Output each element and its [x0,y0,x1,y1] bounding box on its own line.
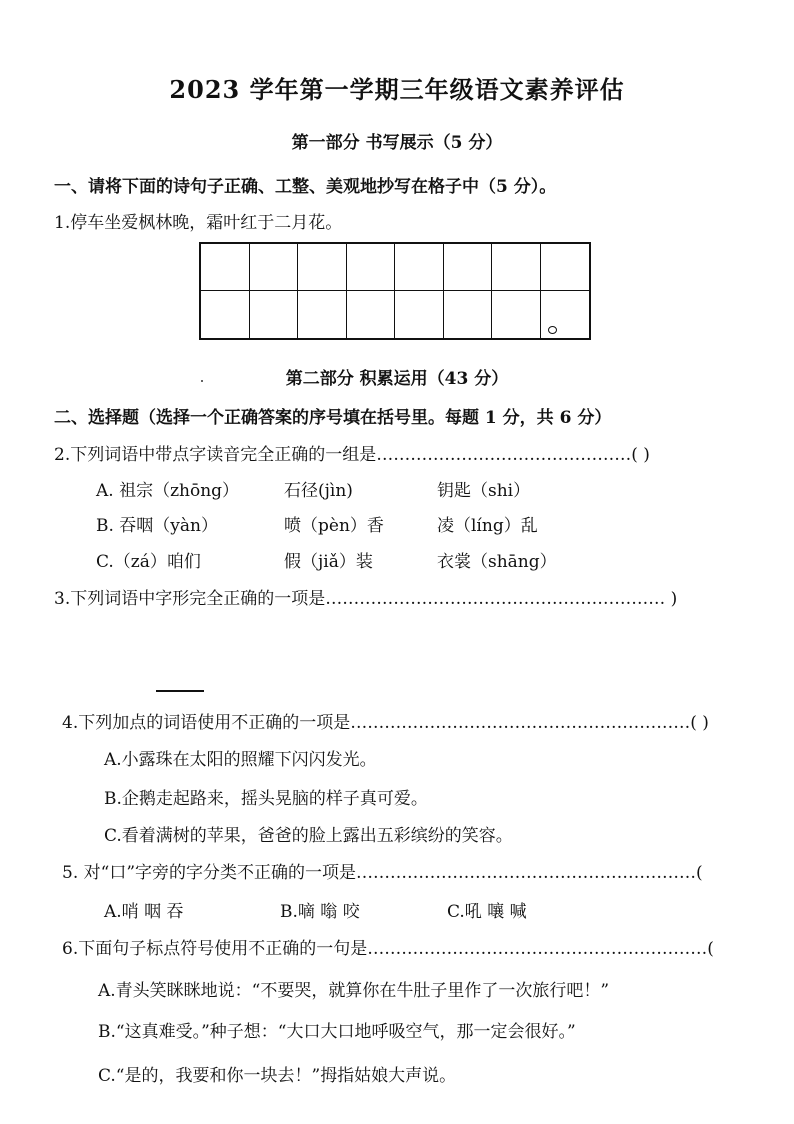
q2-option-c-1: C.（zá）咱们 [96,552,201,572]
section-two-heading: 二、选择题（选择一个正确答案的序号填在括号里。每题 1 分，共 6 分） [54,408,612,428]
q2-option-a-2: 石径(jìn) [284,481,353,501]
grid-cell[interactable] [444,291,493,338]
grid-cell[interactable] [298,244,347,291]
q6-option-c: C.“是的，我要和你一块去！”拇指姑娘大声说。 [98,1066,457,1086]
question-2-stem: 2.下列词语中带点字读音完全正确的一组是………………………………………( ) [54,445,650,465]
q2-option-a-3: 钥匙（shi） [437,481,531,501]
grid-cell[interactable] [250,291,299,338]
q2-option-c-2: 假（jiǎ）装 [284,552,373,572]
grid-cell[interactable] [250,244,299,291]
q2-option-b-3: 凌（líng）乱 [437,516,538,536]
question-6-stem: 6.下面句子标点符号使用不正确的一句是……………………………………………………( [62,939,714,959]
q2-option-c-3: 衣裳（shāng） [437,552,557,572]
q2-option-b-2: 喷（pèn）香 [284,516,384,536]
question-4-stem: 4.下列加点的词语使用不正确的一项是……………………………………………………( ) [62,713,709,733]
q5-option-c: C.吼 嚷 喊 [447,902,527,922]
grid-cell[interactable] [492,244,541,291]
question-5-stem: 5. 对“口”字旁的字分类不正确的一项是……………………………………………………( [62,863,703,883]
ink-mark [548,326,557,334]
q4-option-a: A.小露珠在太阳的照耀下闪闪发光。 [104,750,377,770]
q5-option-a: A.哨 咽 吞 [104,902,184,922]
grid-cell[interactable] [347,291,396,338]
grid-cell[interactable] [395,244,444,291]
q2-option-b-1: B. 吞咽（yàn） [96,516,218,536]
grid-cell[interactable] [395,291,444,338]
grid-cell[interactable] [347,244,396,291]
grid-cell[interactable] [444,244,493,291]
scan-speck [201,380,203,382]
q2-option-a-1: A. 祖宗（zhōng） [96,481,240,501]
q6-option-b: B.“这真难受。”种子想：“大口大口地呼吸空气，那一定会很好。” [98,1022,576,1042]
q6-option-a: A.青头笑眯眯地说：“不要哭，就算你在牛肚子里作了一次旅行吧！” [98,981,610,1001]
part-one-heading: 第一部分 书写展示（5 分） [291,133,503,153]
grid-cell[interactable] [298,291,347,338]
writing-grid[interactable] [199,242,591,340]
q5-option-b: B.嘀 嗡 咬 [280,902,360,922]
part-two-heading: 第二部分 积累运用（43 分） [285,369,509,389]
grid-cell[interactable] [541,244,590,291]
grid-cell[interactable] [201,291,250,338]
question-1: 1.停车坐爱枫林晚，霜叶红于二月花。 [54,213,343,233]
q4-option-c: C.看着满树的苹果，爸爸的脸上露出五彩缤纷的笑容。 [104,826,513,846]
stray-pen-line [156,690,204,692]
section-one-heading: 一、请将下面的诗句子正确、工整、美观地抄写在格子中（5 分）。 [54,177,557,197]
q4-option-b: B.企鹅走起路来，摇头晃脑的样子真可爱。 [104,789,428,809]
grid-cell[interactable] [201,244,250,291]
question-3-stem: 3.下列词语中字形完全正确的一项是…………………………………………………… ) [54,589,678,609]
grid-cell[interactable] [492,291,541,338]
page-title: 2023 学年第一学期三年级语文素养评估 [169,75,625,104]
